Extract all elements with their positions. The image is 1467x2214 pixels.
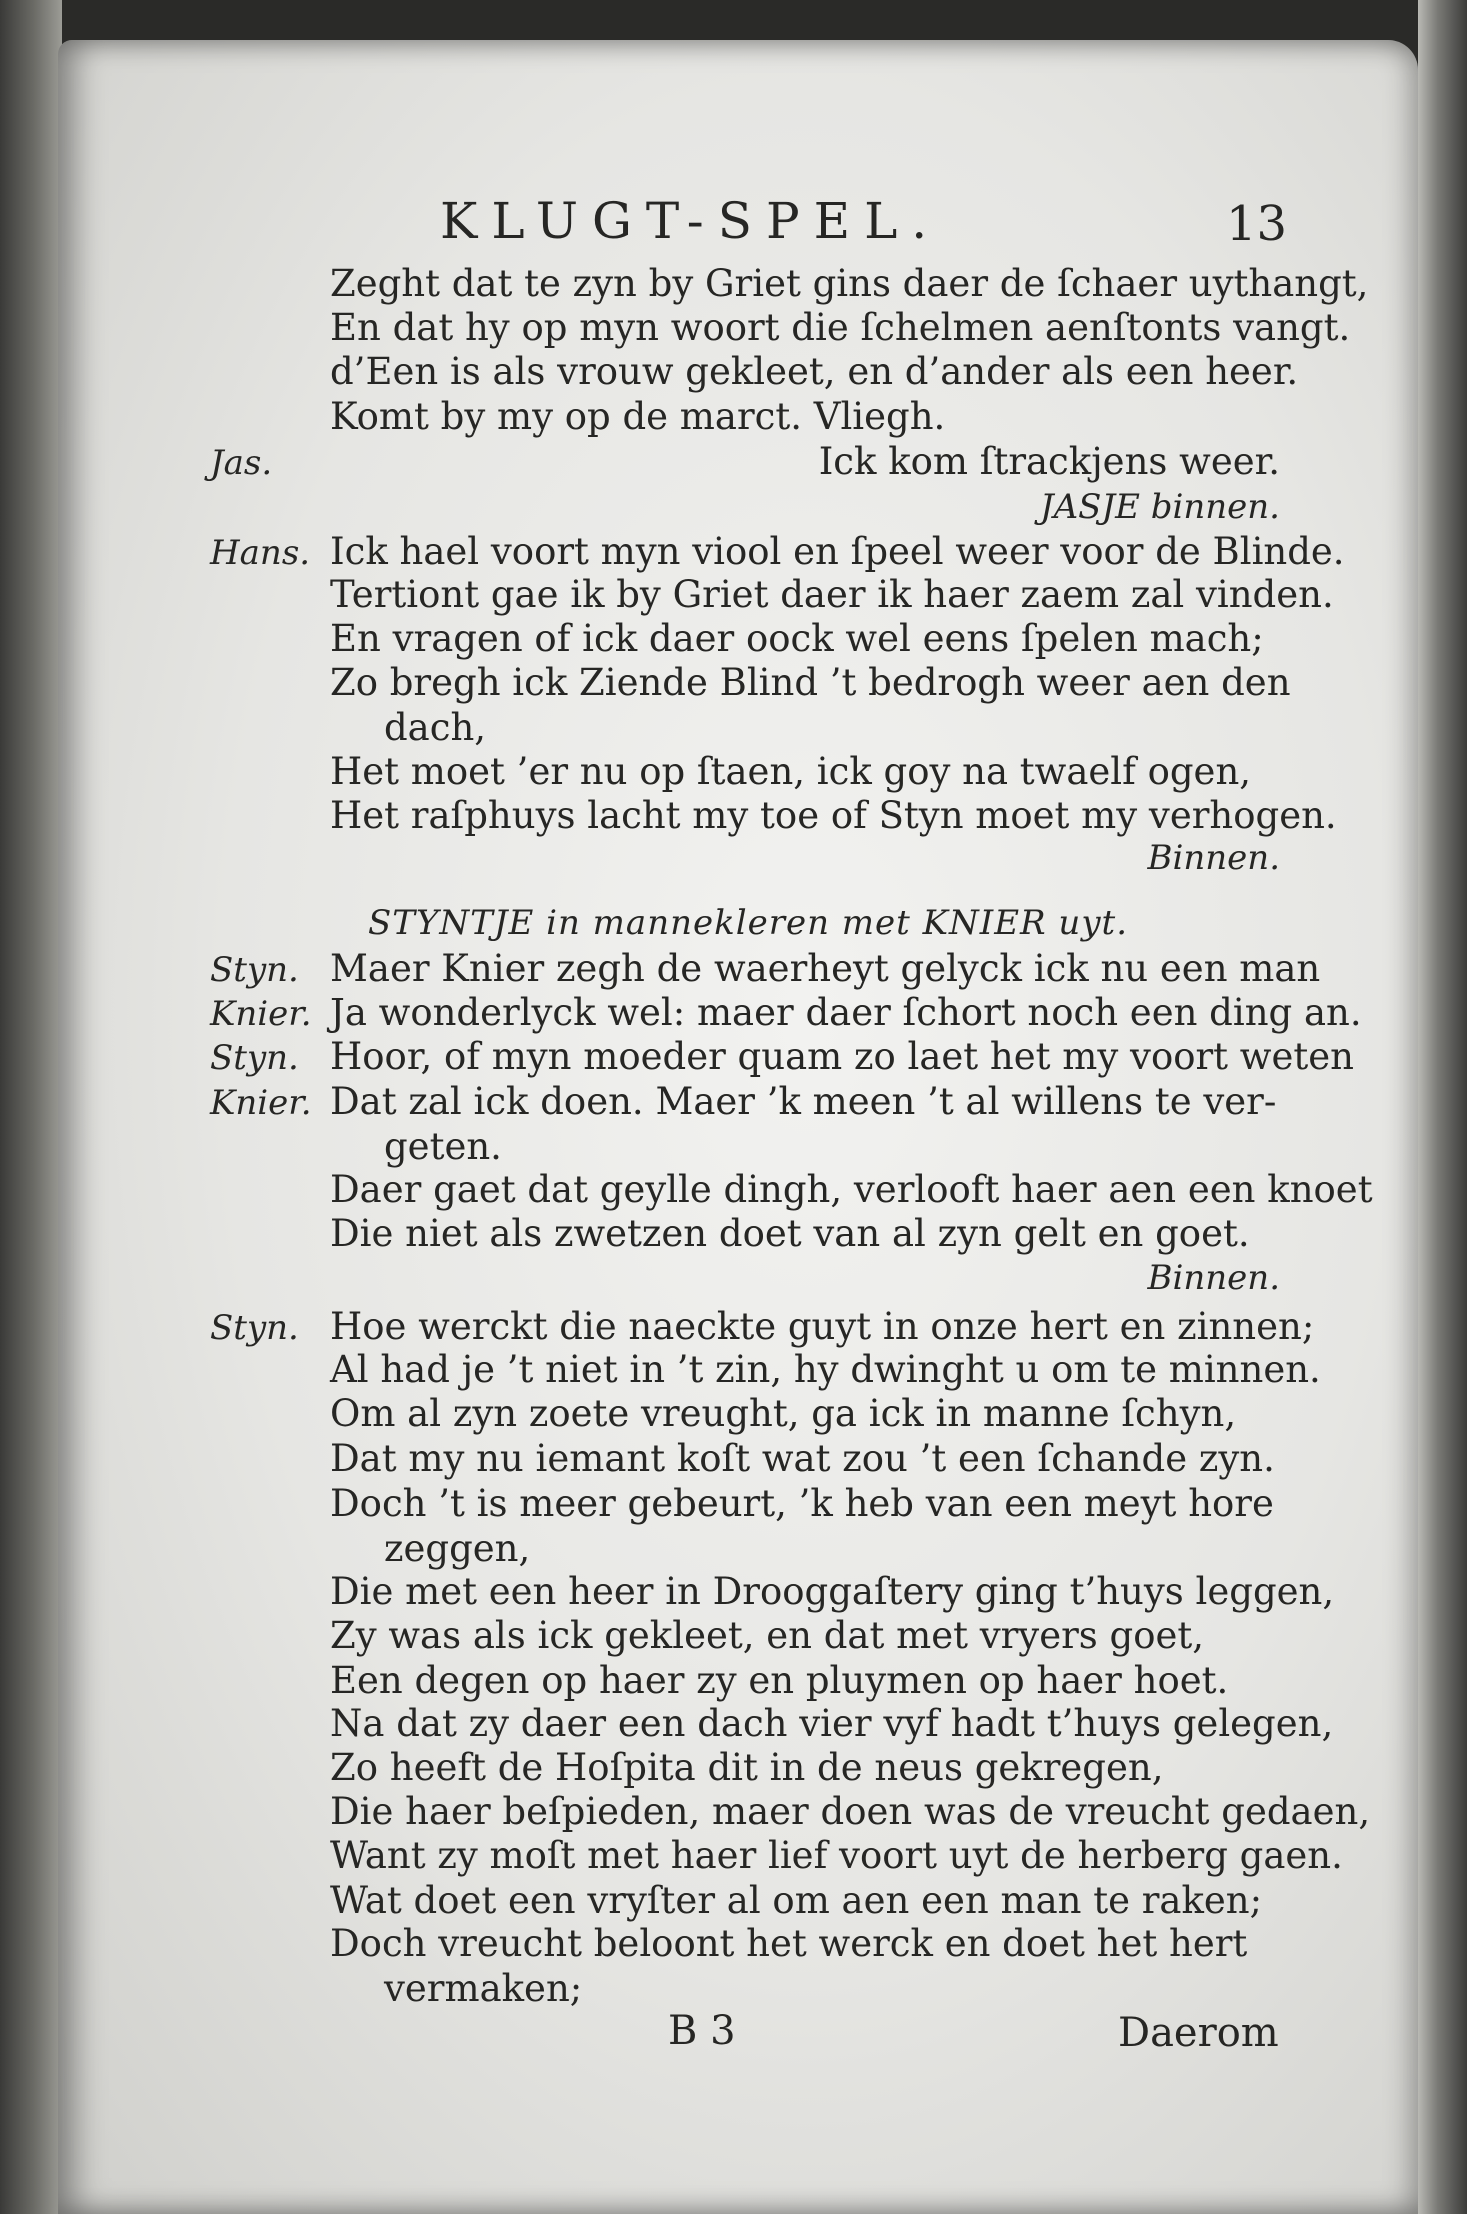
signature-mark: B 3 <box>668 2008 736 2054</box>
stage-direction: JASJE binnen. <box>1040 487 1280 527</box>
speaker-label: Jas. <box>210 443 273 483</box>
scene-heading: STYNTJE in mannekleren met KNIER uyt. <box>368 903 1128 943</box>
catchword: Daerom <box>1118 2010 1279 2056</box>
verse-line: Ja wonderlyck wel: maer daer ſchort noch een ding an. <box>330 991 1362 1034</box>
verse-line: Komt by my op de marct. Vliegh. <box>330 395 946 438</box>
verse-line: dach, <box>384 706 487 749</box>
verse-line: Die haer beſpieden, maer doen was de vreucht gedaen, <box>330 1790 1371 1833</box>
verse-line: Na dat zy daer een dach vier vyf hadt t’huys gelegen, <box>330 1702 1334 1745</box>
speaker-label: Styn. <box>210 1038 299 1078</box>
speaker-label: Knier. <box>210 1083 312 1123</box>
verse-line: Al had je ’t niet in ’t zin, hy dwinght u om te minnen. <box>330 1348 1321 1391</box>
verse-line: geten. <box>384 1125 502 1168</box>
verse-line: Tertiont gae ik by Griet daer ik haer zaem zal vinden. <box>330 573 1334 616</box>
verse-line: Maer Knier zegh de waerheyt gelyck ick nu een man <box>330 947 1321 990</box>
verse-line: Ick hael voort myn viool en ſpeel weer voor de Blinde. <box>330 530 1345 573</box>
speaker-label: Hans. <box>210 533 311 573</box>
running-header: KLUGT-SPEL. <box>440 192 942 250</box>
verse-line: Die met een heer in Drooggaſtery ging t’huys leggen, <box>330 1570 1335 1613</box>
speaker-label: Knier. <box>210 994 312 1034</box>
verse-line: Doch vreucht beloont het werck en doet het hert <box>330 1922 1248 1965</box>
verse-line: Het moet ’er nu op ſtaen, ick goy na twaelf ogen, <box>330 750 1252 793</box>
stage-direction: Binnen. <box>1147 838 1280 878</box>
verse-line: Hoor, of myn moeder quam zo laet het my voort weten <box>330 1035 1354 1078</box>
verse-line: Zeght dat te zyn by Griet gins daer de ſchaer uythangt, <box>330 262 1369 305</box>
verse-line: d’Een is als vrouw gekleet, en d’ander als een heer. <box>330 350 1299 393</box>
verse-line: Dat zal ick doen. Maer ’k meen ’t al willens te ver- <box>330 1080 1277 1123</box>
verse-line: vermaken; <box>384 1967 583 2010</box>
verse-line: zeggen, <box>384 1527 531 1570</box>
speaker-label: Styn. <box>210 1308 299 1348</box>
verse-line: Zo bregh ick Ziende Blind ’t bedrogh weer aen den <box>330 661 1291 704</box>
stage-direction: Binnen. <box>1147 1258 1280 1298</box>
verse-line: Ick kom ſtrackjens weer. <box>818 440 1280 483</box>
verse-line: Daer gaet dat geylle dingh, verlooft haer aen een knoet <box>330 1168 1373 1211</box>
verse-line: Dat my nu iemant koſt wat zou ’t een ſchande zyn. <box>330 1437 1275 1480</box>
verse-line: Want zy moſt met haer lief voort uyt de herberg gaen. <box>330 1834 1343 1877</box>
verse-line: Doch ’t is meer gebeurt, ’k heb van een meyt hore <box>330 1482 1274 1525</box>
verse-line: Hoe werckt die naeckte guyt in onze hert en zinnen; <box>330 1305 1315 1348</box>
verse-line: Die niet als zwetzen doet van al zyn gelt en goet. <box>330 1212 1250 1255</box>
verse-line: Wat doet een vryſter al om aen een man te raken; <box>330 1879 1263 1922</box>
verse-line: Zo heeft de Hoſpita dit in de neus gekregen, <box>330 1746 1164 1789</box>
verse-line: En dat hy op myn woort die ſchelmen aenſtonts vangt. <box>330 306 1351 349</box>
verse-line: Zy was als ick gekleet, en dat met vryers goet, <box>330 1614 1205 1657</box>
speaker-label: Styn. <box>210 950 299 990</box>
left-page-edge <box>0 0 62 2214</box>
verse-line: Een degen op haer zy en pluymen op haer hoet. <box>330 1659 1229 1702</box>
verse-line: En vragen of ick daer oock wel eens ſpelen mach; <box>330 617 1264 660</box>
page-number: 13 <box>1226 196 1288 252</box>
right-page-edge <box>1418 0 1467 2214</box>
verse-line: Om al zyn zoete vreught, ga ick in manne ſchyn, <box>330 1392 1237 1435</box>
verse-line: Het raſphuys lacht my toe of Styn moet my verhogen. <box>330 794 1337 837</box>
